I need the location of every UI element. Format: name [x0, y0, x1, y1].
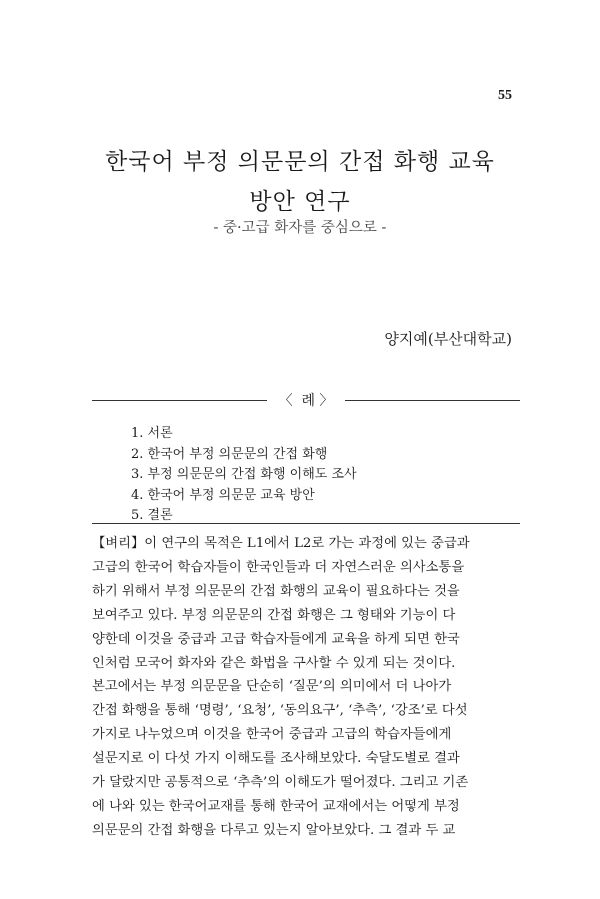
toc-heading-rule-right: [345, 400, 520, 401]
toc-heading: [92, 390, 520, 410]
abstract-line: [92, 532, 520, 556]
table-of-contents: [131, 424, 357, 527]
abstract: [92, 532, 520, 843]
abstract-tag: 【벼리】: [92, 536, 145, 551]
toc-heading-rule-left: [92, 400, 267, 401]
toc-item: 4. 한국어 부정 의문문 교육 방안: [131, 487, 315, 503]
abstract-line: 고급의 한국어 학습자들이 한국인들과 더 자연스러운 의사소통을: [92, 559, 465, 575]
toc-heading-label: 〈 례 〉: [278, 393, 334, 409]
abstract-line: 설문지로 이 다섯 가지 이해도를 조사해보았다. 숙달도별로 결과: [92, 751, 460, 767]
abstract-line: 하기 위해서 부정 의문문의 간접 화행의 교육이 필요하다는 것을: [92, 583, 460, 599]
author-affiliation: 양지예(부산대학교): [384, 330, 512, 348]
abstract-line: 인처럼 모국어 화자와 같은 화법을 구사할 수 있게 되는 것이다.: [92, 655, 456, 671]
title-line-1: 한국어 부정 의문문의 간접 화행 교육: [105, 149, 495, 175]
toc-divider: [92, 523, 520, 524]
abstract-line: 양한데 이것을 중급과 고급 학습자들에게 교육을 하게 되면 한국: [92, 631, 460, 647]
page-number: 55: [498, 88, 512, 103]
toc-item: 3. 부정 의문문의 간접 화행 이해도 조사: [131, 467, 357, 482]
paper-title: [0, 142, 600, 222]
abstract-line-text: 이 연구의 목적은 L1에서 L2로 가는 과정에 있는 중급과: [144, 536, 470, 551]
abstract-line: 보여주고 있다. 부정 의문문의 간접 화행은 그 형태와 기능이 다: [92, 607, 456, 623]
toc-item: 5. 결론: [131, 508, 173, 523]
abstract-line: 가지로 나누었으며 이것을 한국어 중급과 고급의 학습자들에게: [92, 727, 452, 743]
abstract-line: 본고에서는 부정 의문문을 단순히 ‘질문’의 의미에서 더 나아가: [92, 679, 452, 695]
title-line-2: 방안 연구: [249, 189, 351, 215]
abstract-line: 가 달랐지만 공통적으로 ‘추측’의 이해도가 떨어졌다. 그리고 기존: [92, 775, 469, 791]
toc-item: 1. 서론: [131, 426, 173, 441]
abstract-line: 의문문의 간접 화행을 다루고 있는지 알아보았다. 그 결과 두 교: [92, 822, 456, 838]
abstract-line: 에 나와 있는 한국어교재를 통해 한국어 교재에서는 어떻게 부정: [92, 798, 460, 814]
toc-item: 2. 한국어 부정 의문문의 간접 화행: [131, 446, 328, 462]
paper-subtitle: - 중·고급 화자를 중심으로 -: [213, 220, 387, 236]
abstract-line: 간접 화행을 통해 ‘명령’, ‘요청’, ‘동의요구’, ‘추측’, ‘강조’로 다섯: [92, 703, 468, 719]
